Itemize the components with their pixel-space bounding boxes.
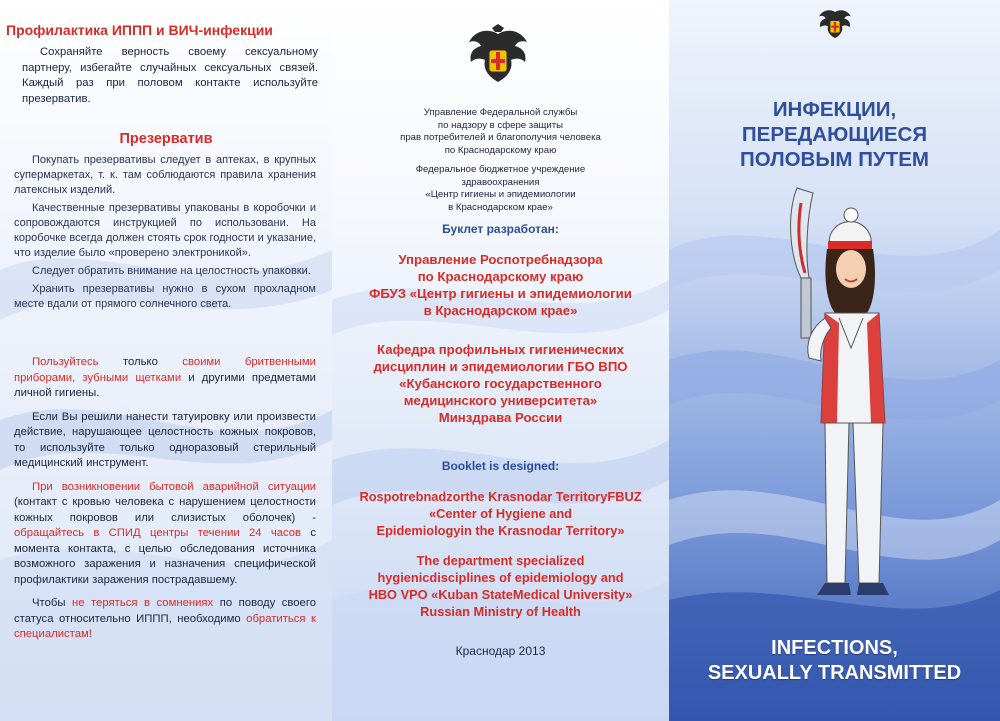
- authors-en-2: The department specialized hygienicdisciplines of epidemiology and HBO VPO «Kuban StateMedical University» Russian Ministry of Health: [368, 553, 633, 619]
- authors-en-1: Rospotrebnadzorthe Krasnodar TerritoryFBUZ «Center of Hygiene and Epidemiologyin the Krasnodar Territory»: [359, 489, 642, 538]
- para-fidelity: Сохраняйте верность своему сексуальному партнеру, избегайте случайных сексуальных связей. Каждый раз при половом контакте используйте презерватив.: [22, 46, 318, 105]
- heading-condom: Презерватив: [119, 131, 213, 147]
- developed-by-ru: Буклет разработан:: [442, 222, 559, 236]
- condom-p1: Покупать презервативы следует в аптеках, в крупных супермаркетах, т. к. там соблюдаются правила хранения латексных изделий.: [14, 154, 316, 196]
- left-panel: [0, 0, 332, 721]
- heading-prevention: Профилактика ИППП и ВИЧ-инфекции: [6, 22, 273, 38]
- condom-p2: Качественные презервативы упакованы в коробочки и сопровождаются инструкцией по использовани. На коробочке всегда должен стоять срок годности и указание, что изделие было «проверено электроникой».: [14, 202, 316, 259]
- right-panel: [669, 0, 1000, 721]
- middle-panel: [332, 0, 669, 721]
- authors-ru-1: Управление Роспотребнадзора по Краснодарскому краю ФБУЗ «Центр гигиены и эпидемиологии в Краснодарском крае»: [369, 252, 632, 318]
- title-en: INFECTIONS, SEXUALLY TRANSMITTED: [707, 637, 962, 684]
- footer-city-year: Краснодар 2013: [455, 644, 546, 658]
- developed-by-en: Booklet is designed:: [441, 459, 560, 473]
- condom-p3: Следует обратить внимание на целостность упаковки.: [32, 265, 311, 277]
- torchbearer-illustration: [779, 183, 904, 603]
- condom-section: [14, 153, 316, 315]
- emergency-para: При возникновении бытовой аварийной ситуации (контакт с кровью человека с нарушением целостности кожных покровов или слизистых оболочек) - обращайтесь в СПИД центры течении 24 часов с момента контакта, с целью обследования источника возможного заражения и назначения специфической профилактики заражения пострадавшему.: [14, 480, 316, 586]
- org-fbuz: Федеральное бюджетное учреждение здравоохранения «Центр гигиены и эпидемиологии в Краснодарском крае»: [415, 164, 586, 213]
- tattoo-para: Если Вы решили нанести татуировку или произвести действие, нарушающее целостность кожных покровов, то используйте только одноразовый стерильный медицинский инструмент.: [14, 410, 316, 469]
- hygiene-section: Пользуйтесь только своими бритвенными приборами, зубными щетками и другими предметами личной гигиены. Если Вы решили нанести татуировку или произвести действие, нарушающее целостность кожных покровов, то используйте только одноразовый стерильный медицинский инструмент. При возникновении бытовой аварийной ситуации (контакт с кровью человека с нарушением целостности кожных покровов или слизистых оболочек) - обращайтесь в СПИД центры течении 24 часов с момента контакта, с целью обследования источника возможного заражения и назначения специфической профилактики заражения пострадавшему. Чтобы не теряться в сомнениях по поводу своего статуса относительно ИППП, необходимо обратиться к специалистам!: [14, 355, 316, 646]
- emblem-icon: [817, 4, 853, 44]
- condom-p4: Хранить презервативы нужно в сухом прохладном месте вдали от прямого солнечного света.: [14, 283, 316, 310]
- org-rospotrebnadzor: Управление Федеральной службы по надзору в сфере защиты прав потребителей и благополучия человека по Краснодарскому краю: [400, 107, 601, 156]
- emblem-icon: [465, 24, 531, 88]
- doubts-para: Чтобы не теряться в сомнениях по поводу своего статуса относительно ИППП, необходимо обратиться к специалистам!: [14, 597, 316, 640]
- title-ru: ИНФЕКЦИИ, ПЕРЕДАЮЩИЕСЯ ПОЛОВЫМ ПУТЕМ: [740, 98, 929, 171]
- authors-ru-2: Кафедра профильных гигиенических дисциплин и эпидемиологии ГБО ВПО «Кубанского государственного медицинского университета» Минздрава России: [373, 342, 628, 425]
